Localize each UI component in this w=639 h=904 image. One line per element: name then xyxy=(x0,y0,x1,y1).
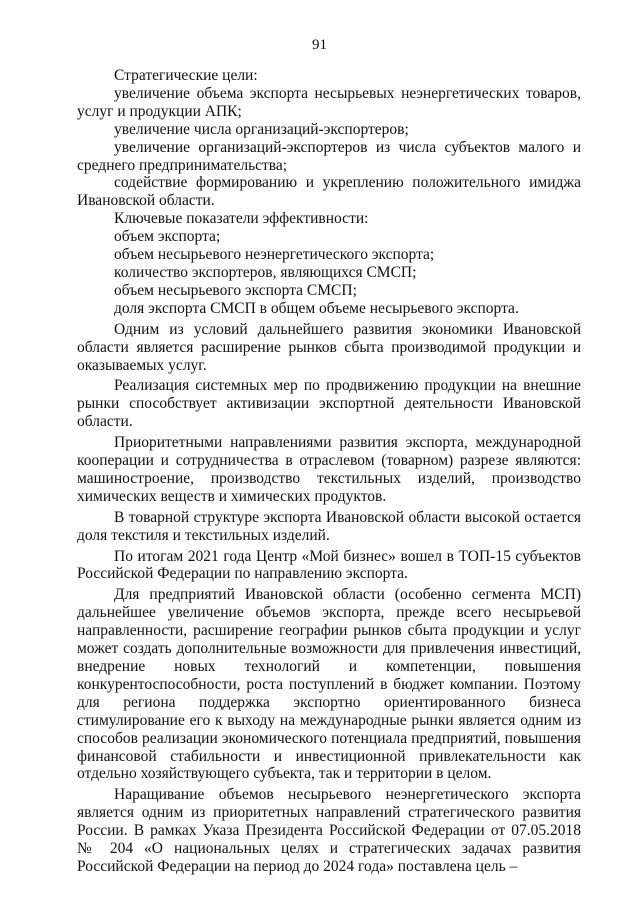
paragraph-systemic-measures: Реализация системных мер по продвижению продукции на внешние рынки способствует активизации экспортной деятельности Ивановской области. xyxy=(77,377,581,431)
paragraph-goal-image: содействие формированию и укреплению положительного имиджа Ивановской области. xyxy=(77,174,581,210)
paragraph-priority-directions: Приоритетными направлениями развития экспорта, международной кооперации и сотрудничества в отраслевом (товарном) разрезе являются: машиностроение, производство текстильных изделий, производство химических веществ и химических продуктов. xyxy=(77,434,581,505)
paragraph-goal-sme-exporters: увеличение организаций-экспортеров из числа субъектов малого и среднего предпринимательства; xyxy=(77,138,581,174)
page-number: 91 xyxy=(312,37,327,53)
paragraph-market-expansion: Одним из условий дальнейшего развития экономики Ивановской области является расширение рынков сбыта производимой продукции и оказываемых услуг. xyxy=(77,320,581,374)
paragraph-strategic-goals-heading: Стратегические цели: xyxy=(114,67,258,84)
paragraph-kpi-sme-exporters: количество экспортеров, являющихся СМСП; xyxy=(114,263,417,281)
paragraph-kpi-sme-export-volume: объем несырьевого экспорта СМСП; xyxy=(114,281,357,299)
paragraph-non-energy-export-growth: Наращивание объемов несырьевого неэнергетического экспорта является одним из приоритетных направлений стратегического развития России. В рамках Указа Президента Российской Федерации от 07.05.2018 № 204 «О национальных целях и стратегических задачах развития Российской Федерации на период до 2024 года» поставлена цель – xyxy=(77,786,581,875)
paragraph-kpi-heading: Ключевые показатели эффективности: xyxy=(114,210,369,228)
paragraph-sme-export-growth: Для предприятий Ивановской области (особенно сегмента МСП) дальнейшее увеличение объемов экспорта, прежде всего несырьевой направленности, расширение географии рынков сбыта продукции и услуг может создать дополнительные возможности для привлечения инвестиций, внедрение новых технологий и компетенции, повышения конкурентоспособности, роста поступлений в бюджет компании. Поэтому для региона поддержка экспортно ориентированного бизнеса стимулирование его к выходу на международные рынки является одним из способов реализации экономического потенциала предприятий, повышения финансовой стабильности и инвестиционной привлекательности как отдельно хозяйствующего субъекта, так и территории в целом. xyxy=(77,586,581,783)
paragraph-goal-export-volume: увеличение объема экспорта несырьевых неэнергетических товаров, услуг и продукции АПК; xyxy=(77,84,581,120)
paragraph-kpi-sme-share: доля экспорта СМСП в общем объеме несырьевого экспорта. xyxy=(114,299,519,317)
paragraph-kpi-non-energy-export: объем несырьевого неэнергетического экспорта; xyxy=(114,246,435,264)
paragraph-my-business-top15: По итогам 2021 года Центр «Мой бизнес» вошел в ТОП-15 субъектов Российской Федерации по направлению экспорта. xyxy=(77,547,581,583)
paragraph-textile-share: В товарной структуре экспорта Ивановской области высокой остается доля текстиля и текстильных изделий. xyxy=(77,508,581,544)
document-body xyxy=(77,67,581,876)
paragraph-goal-exporters-count: увеличение числа организаций-экспортеров; xyxy=(114,120,409,138)
paragraph-kpi-export-volume: объем экспорта; xyxy=(114,228,221,246)
